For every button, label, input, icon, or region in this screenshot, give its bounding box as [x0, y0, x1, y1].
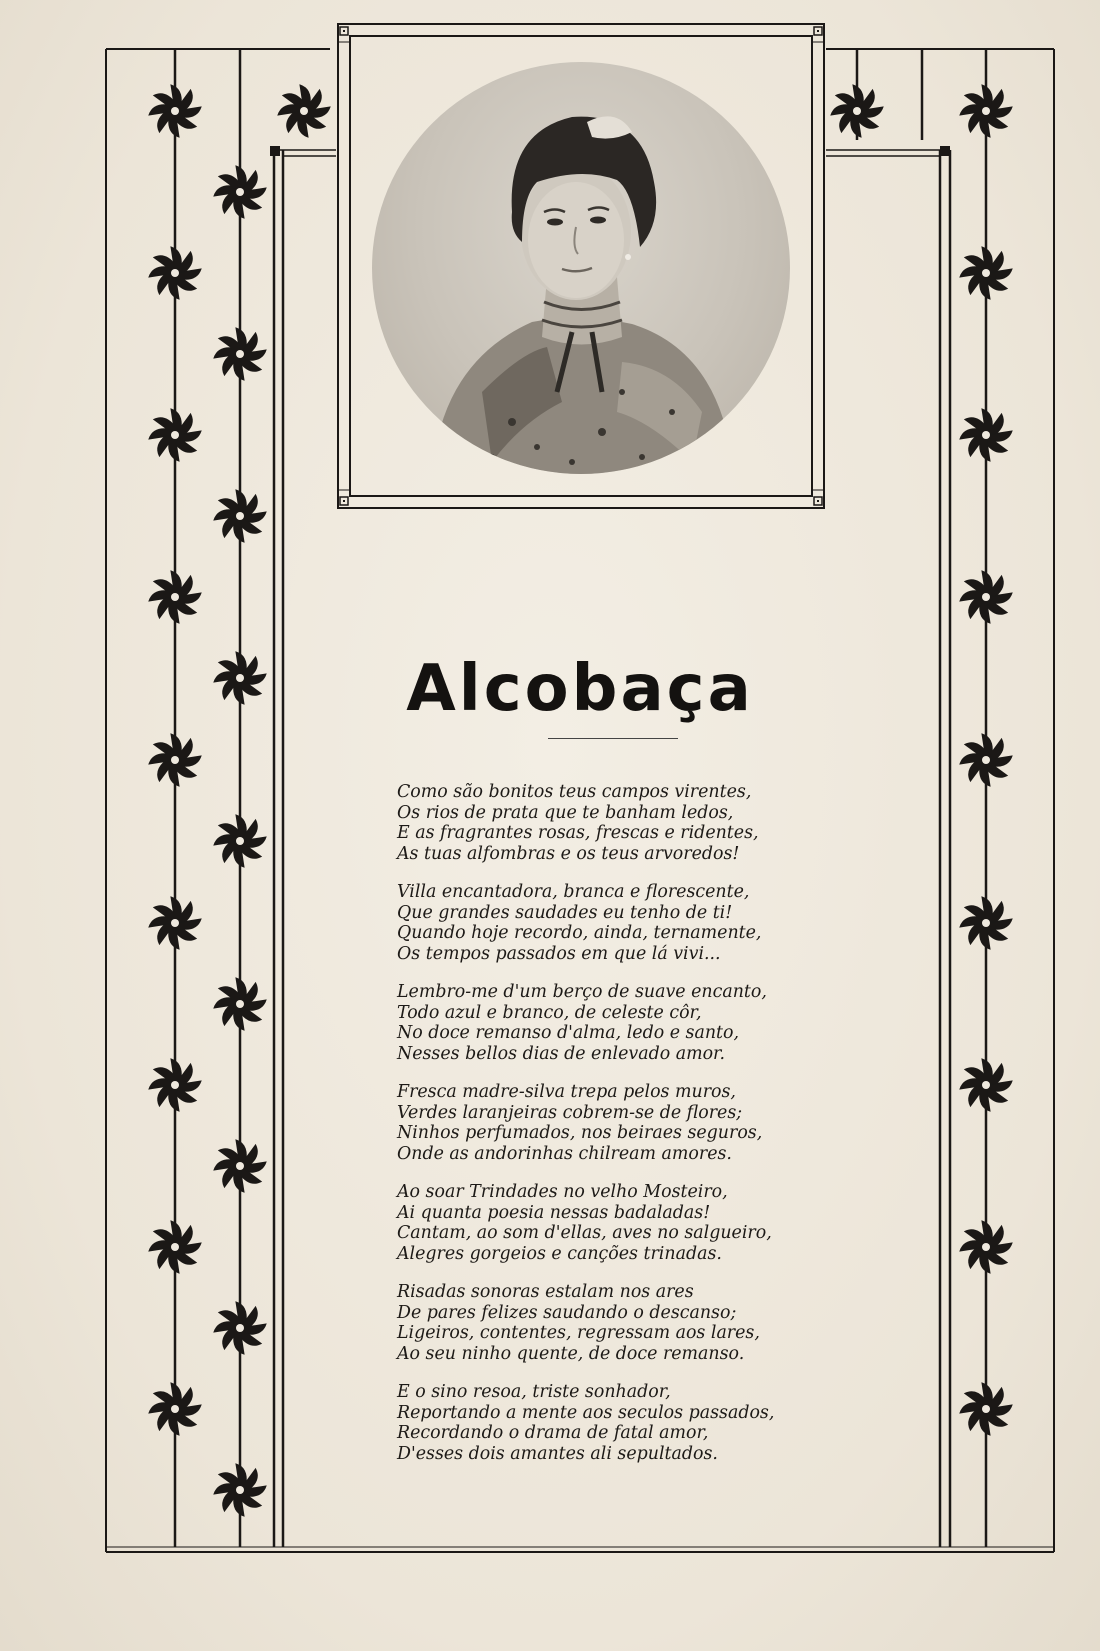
corner-square-right — [940, 146, 950, 156]
pinwheel-flower-icon — [960, 897, 1012, 949]
poem-line: Os rios de prata que te banham ledos, — [397, 802, 734, 823]
poem-stanza — [397, 782, 857, 864]
pinwheel-flower-icon — [149, 85, 201, 137]
pinwheel-flower-icon — [149, 247, 201, 299]
poem-line: Villa encantadora, branca e florescente, — [397, 882, 750, 902]
poem-body — [397, 782, 857, 1482]
pinwheel-flower-icon — [214, 1140, 266, 1192]
pinwheel-flower-icon — [149, 897, 201, 949]
portrait-photo — [372, 62, 790, 474]
left-inner-ornaments — [214, 85, 330, 1516]
poem-line: Quando hoje recordo, ainda, ternamente, — [397, 923, 762, 943]
pinwheel-flower-icon — [960, 1221, 1012, 1273]
pinwheel-flower-icon — [278, 85, 330, 137]
poem-line: Os tempos passados em que lá vivi... — [397, 943, 721, 964]
poem-line: Cantam, ao som d'ellas, aves no salgueiro, — [397, 1223, 772, 1243]
poem-line: Fresca madre-silva trepa pelos muros, — [397, 1082, 736, 1102]
poem-line: Como são bonitos teus campos virentes, — [397, 782, 752, 802]
poem-stanza — [397, 1182, 857, 1264]
poem-line: Lembro-me d'um berço de suave encanto, — [397, 982, 767, 1002]
poem-line: No doce remanso d'alma, ledo e santo, — [397, 1023, 740, 1043]
pinwheel-flower-icon — [831, 85, 883, 137]
poem-line: De pares felizes saudando o descanso; — [397, 1302, 737, 1323]
pinwheel-flower-icon — [960, 85, 1012, 137]
pinwheel-flower-icon — [960, 1059, 1012, 1111]
pinwheel-flower-icon — [149, 1221, 201, 1273]
pinwheel-flower-icon — [214, 1464, 266, 1516]
poem-line: E o sino resoa, triste sonhador, — [397, 1382, 671, 1402]
pinwheel-flower-icon — [960, 571, 1012, 623]
pinwheel-flower-icon — [960, 1383, 1012, 1435]
poem-line: Nesses bellos dias de enlevado amor. — [397, 1043, 725, 1064]
corner-square-left — [270, 146, 280, 156]
poem-line: Ai quanta poesia nessas badaladas! — [397, 1202, 711, 1223]
pinwheel-flower-icon — [214, 166, 266, 218]
poem-line: D'esses dois amantes ali sepultados. — [397, 1443, 718, 1464]
poem-title: Alcobaça — [406, 651, 754, 726]
poem-line: As tuas alfombras e os teus arvoredos! — [397, 843, 740, 864]
poem-stanza — [397, 882, 857, 964]
pinwheel-flower-icon — [149, 409, 201, 461]
pinwheel-flower-icon — [214, 978, 266, 1030]
poem-line: Risadas sonoras estalam nos ares — [397, 1282, 694, 1302]
right-ornaments — [831, 85, 1012, 1435]
pinwheel-flower-icon — [214, 1302, 266, 1354]
pinwheel-flower-icon — [149, 734, 201, 786]
poem-line: E as fragrantes rosas, frescas e ridentes, — [397, 823, 759, 843]
poem-line: Ao seu ninho quente, de doce remanso. — [397, 1343, 745, 1364]
poem-line: Ninhos perfumados, nos beiraes seguros, — [397, 1123, 763, 1143]
pinwheel-flower-icon — [960, 409, 1012, 461]
poem-line: Todo azul e branco, de celeste côr, — [397, 1002, 702, 1023]
poem-line: Ligeiros, contentes, regressam aos lares, — [397, 1323, 760, 1343]
poem-stanza — [397, 1382, 857, 1464]
pinwheel-flower-icon — [960, 734, 1012, 786]
poem-stanza — [397, 1282, 857, 1364]
pinwheel-flower-icon — [214, 490, 266, 542]
poem-line: Que grandes saudades eu tenho de ti! — [397, 902, 733, 923]
poem-stanza — [397, 982, 857, 1064]
poem-line: Recordando o drama de fatal amor, — [397, 1423, 709, 1443]
poem-line: Onde as andorinhas chilream amores. — [397, 1143, 732, 1164]
pinwheel-flower-icon — [214, 815, 266, 867]
pinwheel-flower-icon — [214, 328, 266, 380]
pinwheel-flower-icon — [149, 571, 201, 623]
left-outer-ornaments — [149, 85, 201, 1435]
pinwheel-flower-icon — [149, 1059, 201, 1111]
poem-line: Alegres gorgeios e canções trinadas. — [397, 1243, 722, 1264]
pinwheel-flower-icon — [960, 247, 1012, 299]
poem-stanza — [397, 1082, 857, 1164]
poem-line: Reportando a mente aos seculos passados, — [397, 1402, 775, 1423]
poem-line: Verdes laranjeiras cobrem-se de flores; — [397, 1102, 743, 1123]
pinwheel-flower-icon — [149, 1383, 201, 1435]
portrait-drawing — [372, 62, 790, 474]
title-divider — [548, 738, 678, 739]
pinwheel-flower-icon — [214, 652, 266, 704]
poem-line: Ao soar Trindades no velho Mosteiro, — [397, 1182, 728, 1202]
